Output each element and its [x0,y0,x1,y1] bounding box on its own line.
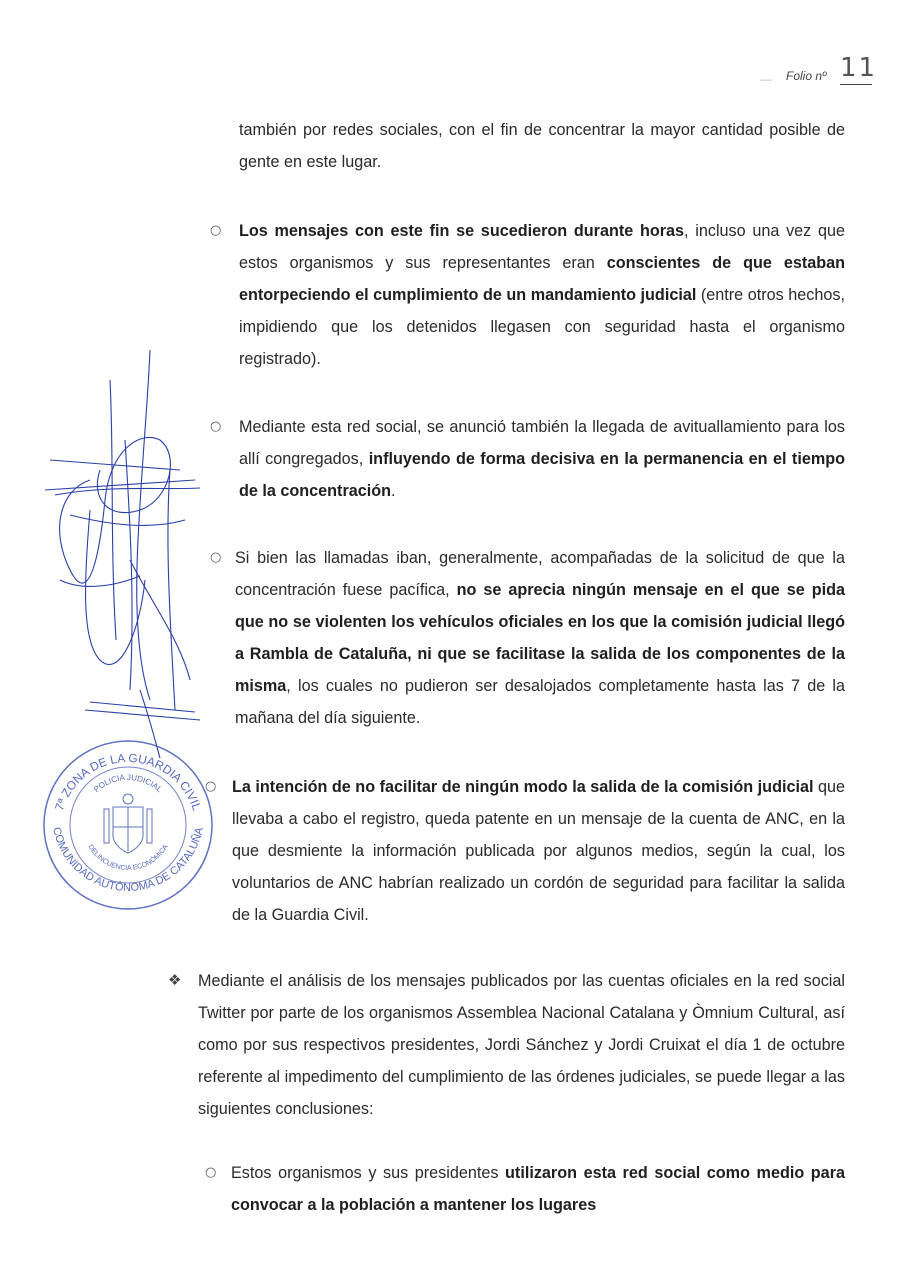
bullet-item-4 [232,771,845,931]
guardia-civil-seal [38,735,218,915]
bullet-1-text-2: (entre otros hechos, impidiendo que los detenidos llegasen con seguridad hasta el organismo registrado). [239,286,845,368]
bullet-4-text-1: que llevaba a cabo el registro, queda patente en un mensaje de la cuenta de ANC, en la que desmiente la información publicada por algunos medios, según la cual, los voluntarios de ANC habrían realizado un cordón de seguridad para facilitar la salida de la Guardia Civil. [232,778,845,924]
bullet-3-text-2: , los cuales no pudieron ser desalojados completamente hasta las 7 de la mañana del día siguiente. [235,677,845,727]
folio-label: Folio nº [786,69,827,83]
bullet-item-1 [239,215,845,375]
circle-bullet-icon: ○ [205,1165,217,1180]
bullet-3-text-1: Si bien las llamadas iban, generalmente, acompañadas de la solicitud de que la concentración fuese pacífica, [235,549,845,599]
circle-bullet-icon: ○ [210,419,222,434]
seal-inner-text-2: DELINCUENCIA ECONÓMICA [86,843,170,873]
circle-bullet-icon: ○ [205,779,217,794]
bullet-1-strong-2: conscientes de que estaban entorpeciendo el cumplimiento de un mandamiento judicial [239,254,845,304]
bullet-5-text-1: Estos organismos y sus presidentes [231,1164,506,1182]
folio-dash: — [760,72,772,86]
svg-text:POLICIA JUDICIAL [92,773,164,794]
folio-marker [760,52,900,92]
circle-bullet-icon: ○ [210,550,222,565]
coat-of-arms-icon [104,794,152,853]
bullet-3-strong-1: no se aprecia ningún mensaje en el que se pida que no se violenten los vehículos oficiales en los que la comisión judicial llegó a Rambla de Cataluña, ni que se facilitase la salida de los componentes de la misma [235,581,845,695]
bullet-2-text-2: . [391,482,396,500]
diamond-bullet-icon: ❖ [168,971,182,989]
bullet-item-2 [239,411,845,507]
paragraph-continuation: también por redes sociales, con el fin de concentrar la mayor cantidad posible de gente en este lugar. [239,121,845,171]
bullet-2-strong-1: influyendo de forma decisiva en la permanencia en el tiempo de la concentración [239,450,845,500]
folio-number: 11 [840,53,878,83]
seal-inner-text: POLICIA JUDICIAL [92,772,164,795]
bullet-5-strong-1: utilizaron esta red social como medio para convocar a la población a mantener los lugares [231,1164,845,1214]
bullet-2-text-1: Mediante esta red social, se anunció también la llegada de avituallamiento para los allí congregados, [239,418,845,468]
seal-top-text: 7ª ZONA DE LA GUARDIA CIVIL [52,750,204,813]
circle-bullet-icon: ○ [210,223,222,238]
bullet-item-3 [235,542,845,734]
handwritten-signature [30,340,210,760]
seal-bottom-text: COMUNIDAD AUTÓNOMA DE CATALUÑA [50,826,206,895]
main-conclusion-paragraph: Mediante el análisis de los mensajes publicados por las cuentas oficiales en la red social Twitter por parte de los organismos Assemblea Nacional Catalana y Òmnium Cultural, así como por sus respectivos presidentes, Jordi Sánchez y Jordi Cruixat el día 1 de octubre referente al impedimento del cumplimiento de las órdenes judiciales, se puede llegar a las siguientes conclusiones: [198,972,845,1118]
bullet-4-strong-1: La intención de no facilitar de ningún modo la salida de la comisión judicial [232,778,814,796]
bullet-item-5 [231,1157,845,1221]
bullet-1-text-1: , incluso una vez que estos organismos y sus representantes eran [239,222,845,272]
bullet-1-strong-1: Los mensajes con este fin se sucedieron durante horas [239,222,685,240]
